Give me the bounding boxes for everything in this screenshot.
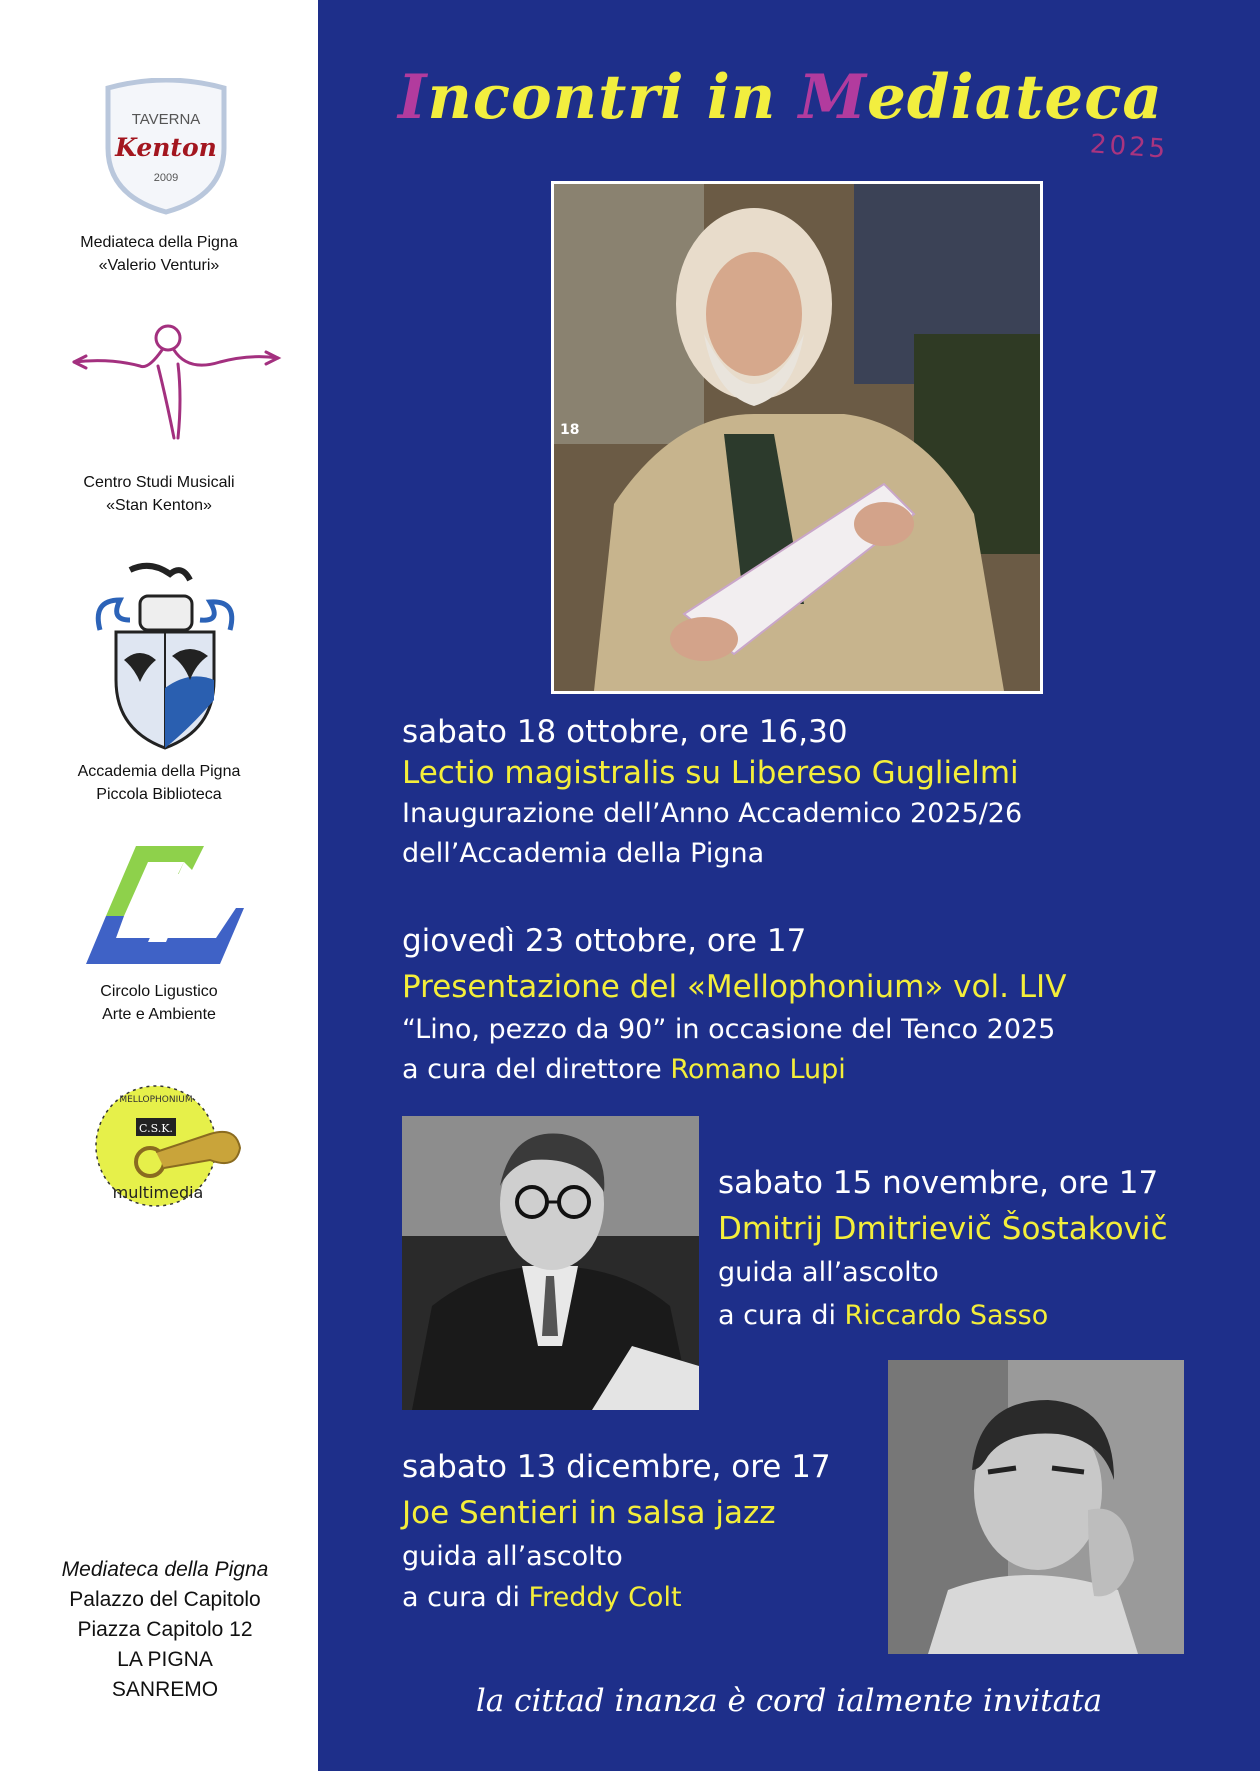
org1-caption bbox=[0, 231, 318, 277]
event-2 bbox=[402, 918, 1066, 1090]
mellophonium-badge-text: C.S.K. bbox=[139, 1122, 173, 1135]
event-2-title: Presentazione del «Mellophonium» vol. LIV bbox=[402, 969, 1067, 1005]
mellophonium-arc-text: MELLOPHONIUM bbox=[119, 1095, 193, 1105]
year-label: 2025 bbox=[1089, 129, 1170, 165]
address-line1: Palazzo del Capitolo bbox=[69, 1588, 261, 1611]
org2-line2: «Stan Kenton» bbox=[106, 497, 212, 514]
mellophonium-multimedia-logo-icon bbox=[86, 1082, 246, 1210]
event-1 bbox=[402, 712, 1022, 874]
address-line2: Piazza Capitolo 12 bbox=[77, 1618, 253, 1641]
org2-line1: Centro Studi Musicali bbox=[83, 474, 235, 491]
event-3-line2 bbox=[718, 1294, 1168, 1338]
page-title bbox=[398, 62, 1198, 133]
address-block bbox=[0, 1555, 330, 1705]
taverna-kenton-logo bbox=[100, 78, 232, 216]
sidebar bbox=[0, 0, 318, 1771]
photo-joe-sentieri bbox=[888, 1360, 1184, 1654]
event-4-curator-name: Freddy Colt bbox=[528, 1582, 682, 1613]
title-cap-m: M bbox=[798, 62, 868, 133]
photo-sostakovic bbox=[402, 1116, 699, 1410]
event-1-line2: dell’Accademia della Pigna bbox=[402, 838, 765, 869]
svg-text:2009: 2009 bbox=[153, 172, 179, 184]
circolo-ligustico-logo-icon bbox=[86, 846, 244, 968]
invitation-footer: la cittad inanza è cord ialmente invitata bbox=[475, 1683, 1103, 1719]
org3-caption bbox=[0, 760, 318, 806]
event-1-date: sabato 18 ottobre, ore 16,30 bbox=[402, 714, 848, 750]
event-3-date: sabato 15 novembre, ore 17 bbox=[718, 1165, 1159, 1201]
org1-line1: Mediateca della Pigna bbox=[80, 234, 238, 251]
event-3-curator-name: Riccardo Sasso bbox=[844, 1300, 1049, 1331]
photo-libereso-guglielmi bbox=[551, 181, 1043, 694]
org2-caption bbox=[0, 471, 318, 517]
event-4-title: Joe Sentieri in salsa jazz bbox=[402, 1495, 776, 1531]
coat-of-arms-icon bbox=[90, 560, 240, 752]
event-2-date: giovedì 23 ottobre, ore 17 bbox=[402, 923, 807, 959]
svg-text:Kenton: Kenton bbox=[115, 133, 217, 162]
address-line3: LA PIGNA bbox=[117, 1648, 213, 1671]
title-cap-i: I bbox=[398, 62, 428, 133]
event-1-title: Lectio magistralis su Libereso Guglielmi bbox=[402, 755, 1019, 791]
event-4-date: sabato 13 dicembre, ore 17 bbox=[402, 1449, 831, 1485]
event-3-line1: guida all’ascolto bbox=[718, 1257, 939, 1288]
event-3-title: Dmitrij Dmitrievič Šostakovič bbox=[718, 1211, 1168, 1247]
photo-badge-18: 18 bbox=[560, 422, 580, 438]
event-4-curator-prefix: a cura di bbox=[402, 1582, 529, 1613]
event-2-curator-prefix: a cura del direttore bbox=[402, 1054, 671, 1085]
org1-line2: «Valerio Venturi» bbox=[98, 257, 220, 274]
title-part2: ediateca bbox=[867, 62, 1163, 133]
event-3-curator-prefix: a cura di bbox=[718, 1300, 845, 1331]
event-2-line1: “Lino, pezzo da 90” in occasione del Tenco 2025 bbox=[402, 1014, 1056, 1045]
org4-line1: Circolo Ligustico bbox=[100, 983, 218, 1000]
event-3 bbox=[718, 1160, 1168, 1338]
event-2-line2 bbox=[402, 1050, 1066, 1090]
event-4-line2 bbox=[402, 1578, 831, 1618]
event-2-curator-name: Romano Lupi bbox=[670, 1054, 846, 1085]
org3-line1: Accademia della Pigna bbox=[77, 763, 241, 780]
event-4-line1: guida all’ascolto bbox=[402, 1541, 623, 1572]
org4-line2: Arte e Ambiente bbox=[102, 1006, 216, 1023]
svg-text:TAVERNA: TAVERNA bbox=[131, 111, 201, 128]
event-1-line1: Inaugurazione dell’Anno Accademico 2025/26 bbox=[402, 798, 1023, 829]
address-line4: SANREMO bbox=[111, 1678, 219, 1701]
multimedia-text: multimedia bbox=[112, 1183, 204, 1202]
conductor-logo-icon bbox=[70, 318, 282, 446]
event-4 bbox=[402, 1444, 831, 1618]
org3-line2: Piccola Biblioteca bbox=[96, 786, 222, 803]
address-name: Mediateca della Pigna bbox=[61, 1558, 269, 1581]
org4-caption bbox=[0, 980, 318, 1026]
title-part1: ncontri in bbox=[427, 62, 799, 133]
